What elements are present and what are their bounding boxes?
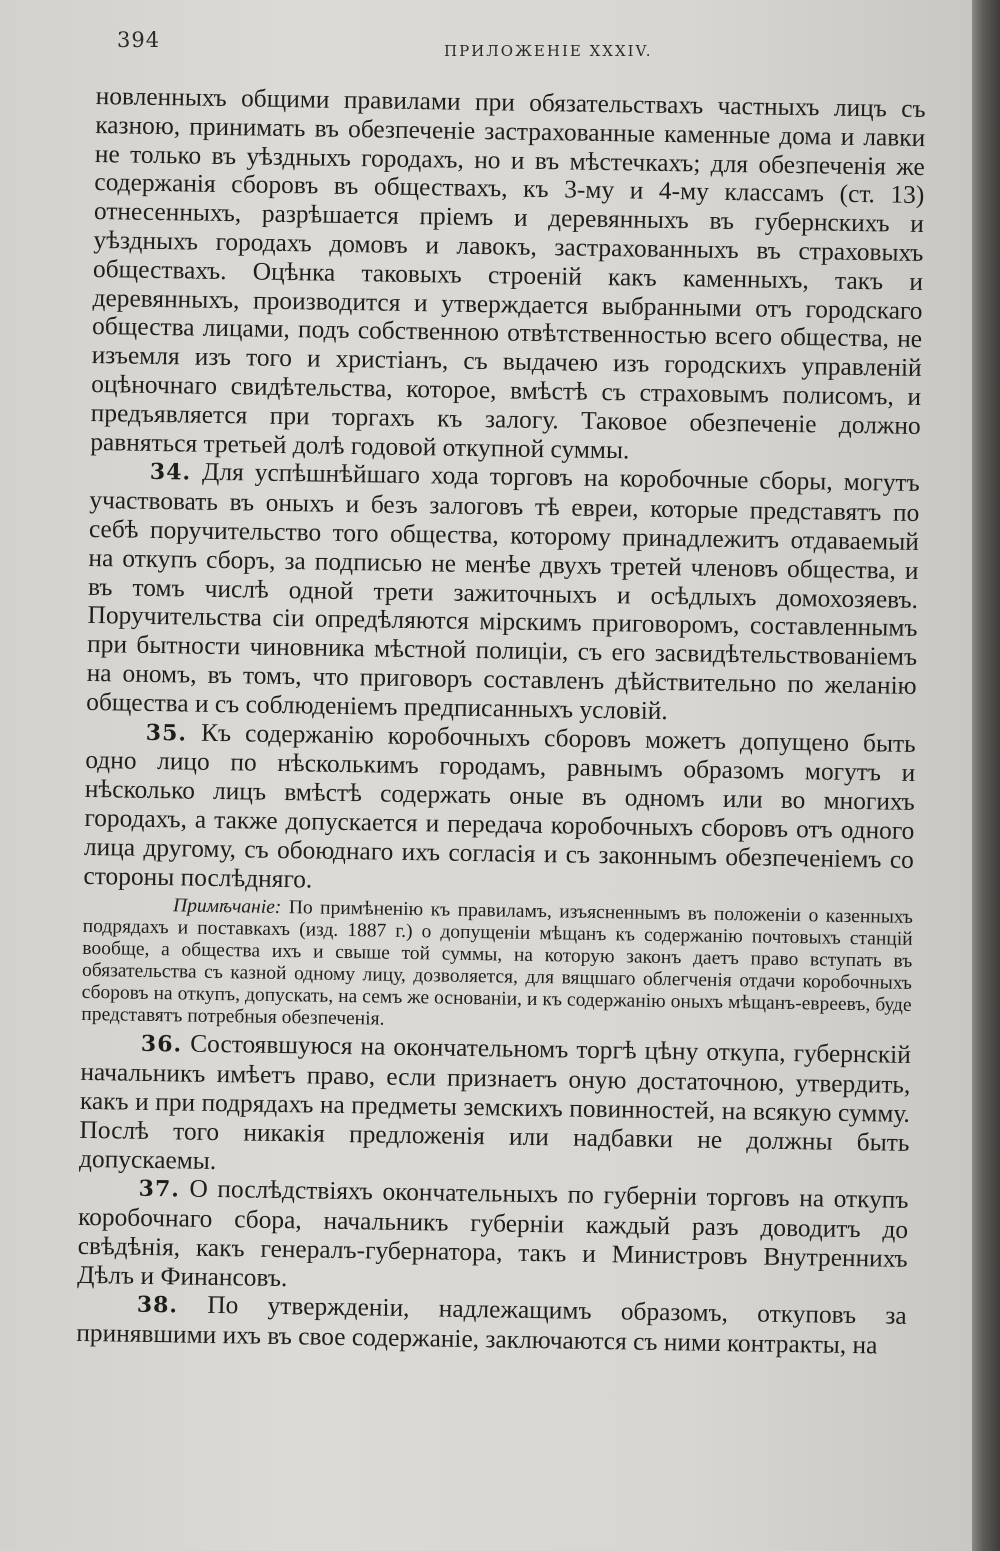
- article-number: 37.: [138, 1176, 181, 1203]
- article-number: 38.: [136, 1292, 179, 1319]
- article-text: О послѣдствіяхъ окончательныхъ по губерніи торговъ на откупъ коробочнаго сбора, начальникъ губерніи каждый разъ доводитъ до свѣдѣнія, какъ генералъ-губернатора, такъ и Министровъ Внутреннихъ Дѣлъ и Финансовъ.: [77, 1174, 909, 1292]
- article-number: 35.: [145, 719, 188, 747]
- article-35: [83, 716, 916, 903]
- article-text: Состоявшуюся на окончательномъ торгѣ цѣну откупа, губернскій начальникъ имѣетъ право, если признаетъ оную достаточною, утвердить, какъ и при подрядахъ на предметы земскихъ повинностей, на всякую сумму. Послѣ того никакія предложенія или надбавки не должны быть допускаемы.: [78, 1029, 912, 1175]
- article-text: Для успѣшнѣйшаго хода торговъ на коробочные сборы, могутъ участвовать въ оныхъ и безъ залоговъ тѣ евреи, которые представятъ по себѣ поручительство того общества, которому принадлежитъ отдаваемый на откупъ сборъ, за подписью не менѣе двухъ третей членовъ общества, и въ томъ числѣ одной трети зажиточныхъ и осѣдлыхъ домохозяевъ. Поручительства сіи опредѣляются мірскимъ приговоромъ, составленнымъ при бытности чиновника мѣстной полиціи, съ его засвидѣтельствованіемъ на ономъ, въ томъ, что приговоръ составленъ дѣйствительно по желанію общества и съ соблюденіемъ предписанныхъ условій.: [86, 458, 921, 725]
- article-text: По утвержденіи, надлежащимъ образомъ, откуповъ за принявшими ихъ въ свое содержаніе, заключаются съ ними контракты, на: [76, 1291, 907, 1360]
- note-text: По примѣненію къ правиламъ, изъясненнымъ въ положеніи о казенныхъ подрядахъ и поставкахъ (изд. 1887 г.) о допущеніи мѣщанъ къ содержанію почтовыхъ станцій вообще, а общества ихъ и свыше той суммы, на которую законъ даетъ право вступать въ обязательства съ казной одному лицу, дозволяется, для вящшаго облегченія отдачи коробочныхъ сборовъ на откупъ, допускать, на семъ же основаніи, и къ содержанію оныхъ мѣщанъ-евреевъ, буде представятъ потребныя обезпеченія.: [81, 897, 914, 1030]
- note-label: Примѣчаніе:: [172, 895, 282, 919]
- paragraph-continued: [90, 82, 926, 469]
- paragraph-text: новленныхъ общими правилами при обязательствахъ частныхъ лицъ съ казною, принимать въ обезпеченіе застрахованные каменные дома и лавки не только въ уѣздныхъ городахъ, но и въ мѣстечкахъ; для обезпеченія же содержанія сборовъ въ обществахъ, къ 3-му и 4-му классамъ (ст. 13) отнесенныхъ, разрѣшается пріемъ и деревянныхъ въ губернскихъ и уѣздныхъ городахъ домовъ и лавокъ, застрахованныхъ въ страховыхъ обществахъ. Оцѣнка таковыхъ строеній какъ каменныхъ, такъ и деревянныхъ, производится и утверждается выбранными отъ городскаго общества лицами, подъ собственною отвѣтственностью всего общества, не изъемля изъ того и христіанъ, съ выдачею изъ городскихъ управленій оцѣночнаго свидѣтельства, которое, вмѣстѣ съ страховымъ полисомъ, и предъявляется при торгахъ къ залогу. Таковое обезпеченіе должно равняться третьей долѣ годовой откупной суммы.: [90, 82, 926, 464]
- article-36: [79, 1028, 911, 1186]
- page-edge-shadow: [972, 0, 1000, 1551]
- page-body: [76, 82, 926, 1361]
- footnote-note: [81, 894, 913, 1039]
- article-number: 36.: [140, 1031, 183, 1058]
- article-38: [76, 1289, 907, 1361]
- article-37: [77, 1173, 909, 1302]
- article-number: 34.: [149, 459, 192, 486]
- page-number: 394: [117, 28, 161, 52]
- article-text: Къ содержанію коробочныхъ сборовъ можетъ допущено быть одно лицо по нѣсколькимъ городамъ, равнымъ образомъ могутъ и нѣсколько лицъ вмѣстѣ содержать оные въ одномъ или во многихъ городахъ, а также допускается и передача коробочныхъ сборовъ отъ одного лица другому, съ обоюднаго ихъ согласія и съ законнымъ обезпеченіемъ со стороны послѣдняго.: [83, 718, 916, 894]
- article-34: [86, 456, 920, 729]
- page-header: [117, 22, 947, 72]
- running-head: ПРИЛОЖЕНІЕ XXXIV.: [444, 42, 653, 60]
